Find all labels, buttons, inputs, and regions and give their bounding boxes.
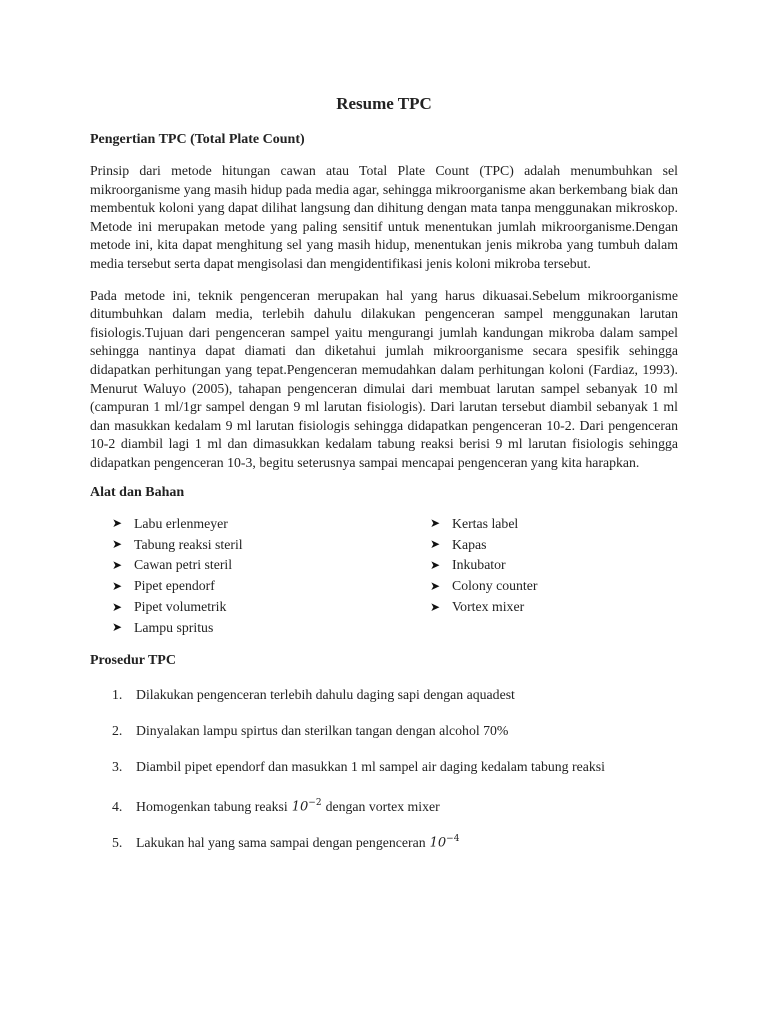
list-item [112, 597, 430, 618]
arrowhead-bullet-icon: ➤ [430, 578, 441, 593]
step-text-after: dengan vortex mixer [325, 798, 440, 814]
list-item-label: Pipet volumetrik [134, 599, 227, 615]
paragraph-prinsip: Prinsip dari metode hitungan cawan atau Total Plate Count (TPC) adalah menumbuhkan sel mikroorganisme yang masih hidup pada media agar, sehingga mikroorganisme akan berkembang biak dan membentuk koloni yang dapat dilihat langsung dan dihitung dengan mata tanpa menggunakan mikroskop. Metode ini merupakan metode yang paling sensitif untuk menentukan jumlah mikroorganisme.Dengan metode ini, kita dapat menghitung sel yang masih hidup, menentukan jenis mikroba yang tumbuh dalam media tersebut serta dapat mengisolasi dan mengidentifikasi jenis koloni mikroba tersebut. [90, 163, 678, 271]
list-item [112, 514, 430, 535]
list-item [112, 617, 430, 638]
arrowhead-bullet-icon: ➤ [112, 557, 123, 572]
list-item [430, 534, 537, 555]
math-exponent: −4 [446, 834, 460, 845]
alat-list-left [112, 514, 430, 639]
list-item-label: Labu erlenmeyer [134, 515, 228, 531]
section-heading-prosedur: Prosedur TPC [90, 653, 176, 669]
list-item-label: Inkubator [452, 557, 506, 573]
arrowhead-bullet-icon: ➤ [112, 516, 123, 531]
math-dilution [430, 830, 460, 852]
list-item [430, 576, 537, 597]
arrowhead-bullet-icon: ➤ [430, 599, 441, 614]
list-item [112, 534, 430, 555]
math-exponent: −2 [308, 798, 322, 809]
list-item-label: Pipet ependorf [134, 578, 215, 594]
list-item [112, 555, 430, 576]
math-base: 10 [429, 835, 447, 851]
list-item-label: Tabung reaksi steril [134, 536, 243, 552]
alat-list [90, 514, 678, 639]
paragraph-pengenceran: Pada metode ini, teknik pengenceran merupakan hal yang harus dikuasai.Sebelum mikroorganisme ditumbuhkan dalam media, terlebih dahulu dilakukan pengenceran sampel menggunakan larutan fisiologis.Tujuan dari pengenceran sampel yaitu mengurangi jumlah kandungan mikroba dalam sampel sehingga nantinya dapat diamati dan diketahui jumlah mikroorganisme secara spesifik sehingga didapatkan perhitungan yang tepat.Pengenceran memudahkan dalam perhitungan koloni (Fardiaz, 1993). Menurut Waluyo (2005), tahapan pengenceran dimulai dari membuat larutan sampel sebanyak 10 ml (campuran 1 ml/1gr sampel dengan 9 ml larutan fisiologis). Dari larutan tersebut diambil sebanyak 1 ml dan masukkan kedalam 9 ml larutan fisiologis sehingga didapatkan pengenceran 10-2. Dari pengenceran 10-2 diambil lagi 1 ml dan dimasukkan kedalam tabung reaksi berisi 9 ml larutan fisiologis sehingga didapatkan pengenceran 10-3, begitu seterusnya sampai mencapai pengenceran yang kita harapkan. [90, 287, 678, 470]
section-heading-pengertian: Pengertian TPC (Total Plate Count) [90, 132, 305, 147]
step-text-before: Lakukan hal yang sama sampai dengan pengenceran [136, 834, 426, 850]
list-item-label: Colony counter [452, 578, 538, 594]
arrowhead-bullet-icon: ➤ [430, 557, 441, 572]
procedure-step [112, 830, 678, 866]
list-item [430, 555, 537, 576]
arrowhead-bullet-icon: ➤ [112, 620, 123, 635]
step-number: 4. [112, 798, 123, 814]
math-base: 10 [291, 799, 309, 815]
arrowhead-bullet-icon: ➤ [112, 537, 123, 552]
list-item [430, 597, 537, 618]
procedure-step [112, 758, 678, 794]
step-number: 3. [112, 759, 123, 775]
procedure-step [112, 794, 678, 830]
arrowhead-bullet-icon: ➤ [430, 537, 441, 552]
arrowhead-bullet-icon: ➤ [112, 578, 123, 593]
list-item [430, 514, 537, 535]
list-item-label: Kapas [452, 536, 487, 552]
step-text: Dilakukan pengenceran terlebih dahulu daging sapi dengan aquadest [136, 687, 515, 703]
list-item-label: Cawan petri steril [134, 557, 233, 573]
arrowhead-bullet-icon: ➤ [430, 516, 441, 531]
step-text: Diambil pipet ependorf dan masukkan 1 ml sampel air daging kedalam tabung reaksi [136, 759, 605, 775]
list-item-label: Kertas label [452, 515, 519, 531]
document-title: Resume TPC [336, 94, 432, 113]
step-text: Dinyalakan lampu spirtus dan sterilkan tangan dengan alcohol 70% [136, 723, 509, 739]
arrowhead-bullet-icon: ➤ [112, 599, 123, 614]
procedure-step [112, 686, 678, 722]
step-text-before: Homogenkan tabung reaksi [136, 798, 288, 814]
alat-list-right [430, 514, 537, 639]
list-item-label: Lampu spritus [134, 619, 214, 635]
step-number: 2. [112, 723, 123, 739]
procedure-step [112, 722, 678, 758]
list-item-label: Vortex mixer [452, 599, 525, 615]
math-dilution [292, 794, 322, 816]
list-item [112, 576, 430, 597]
section-heading-alat: Alat dan Bahan [90, 484, 185, 500]
step-number: 5. [112, 834, 123, 850]
step-number: 1. [112, 687, 123, 703]
prosedur-steps [90, 686, 678, 866]
